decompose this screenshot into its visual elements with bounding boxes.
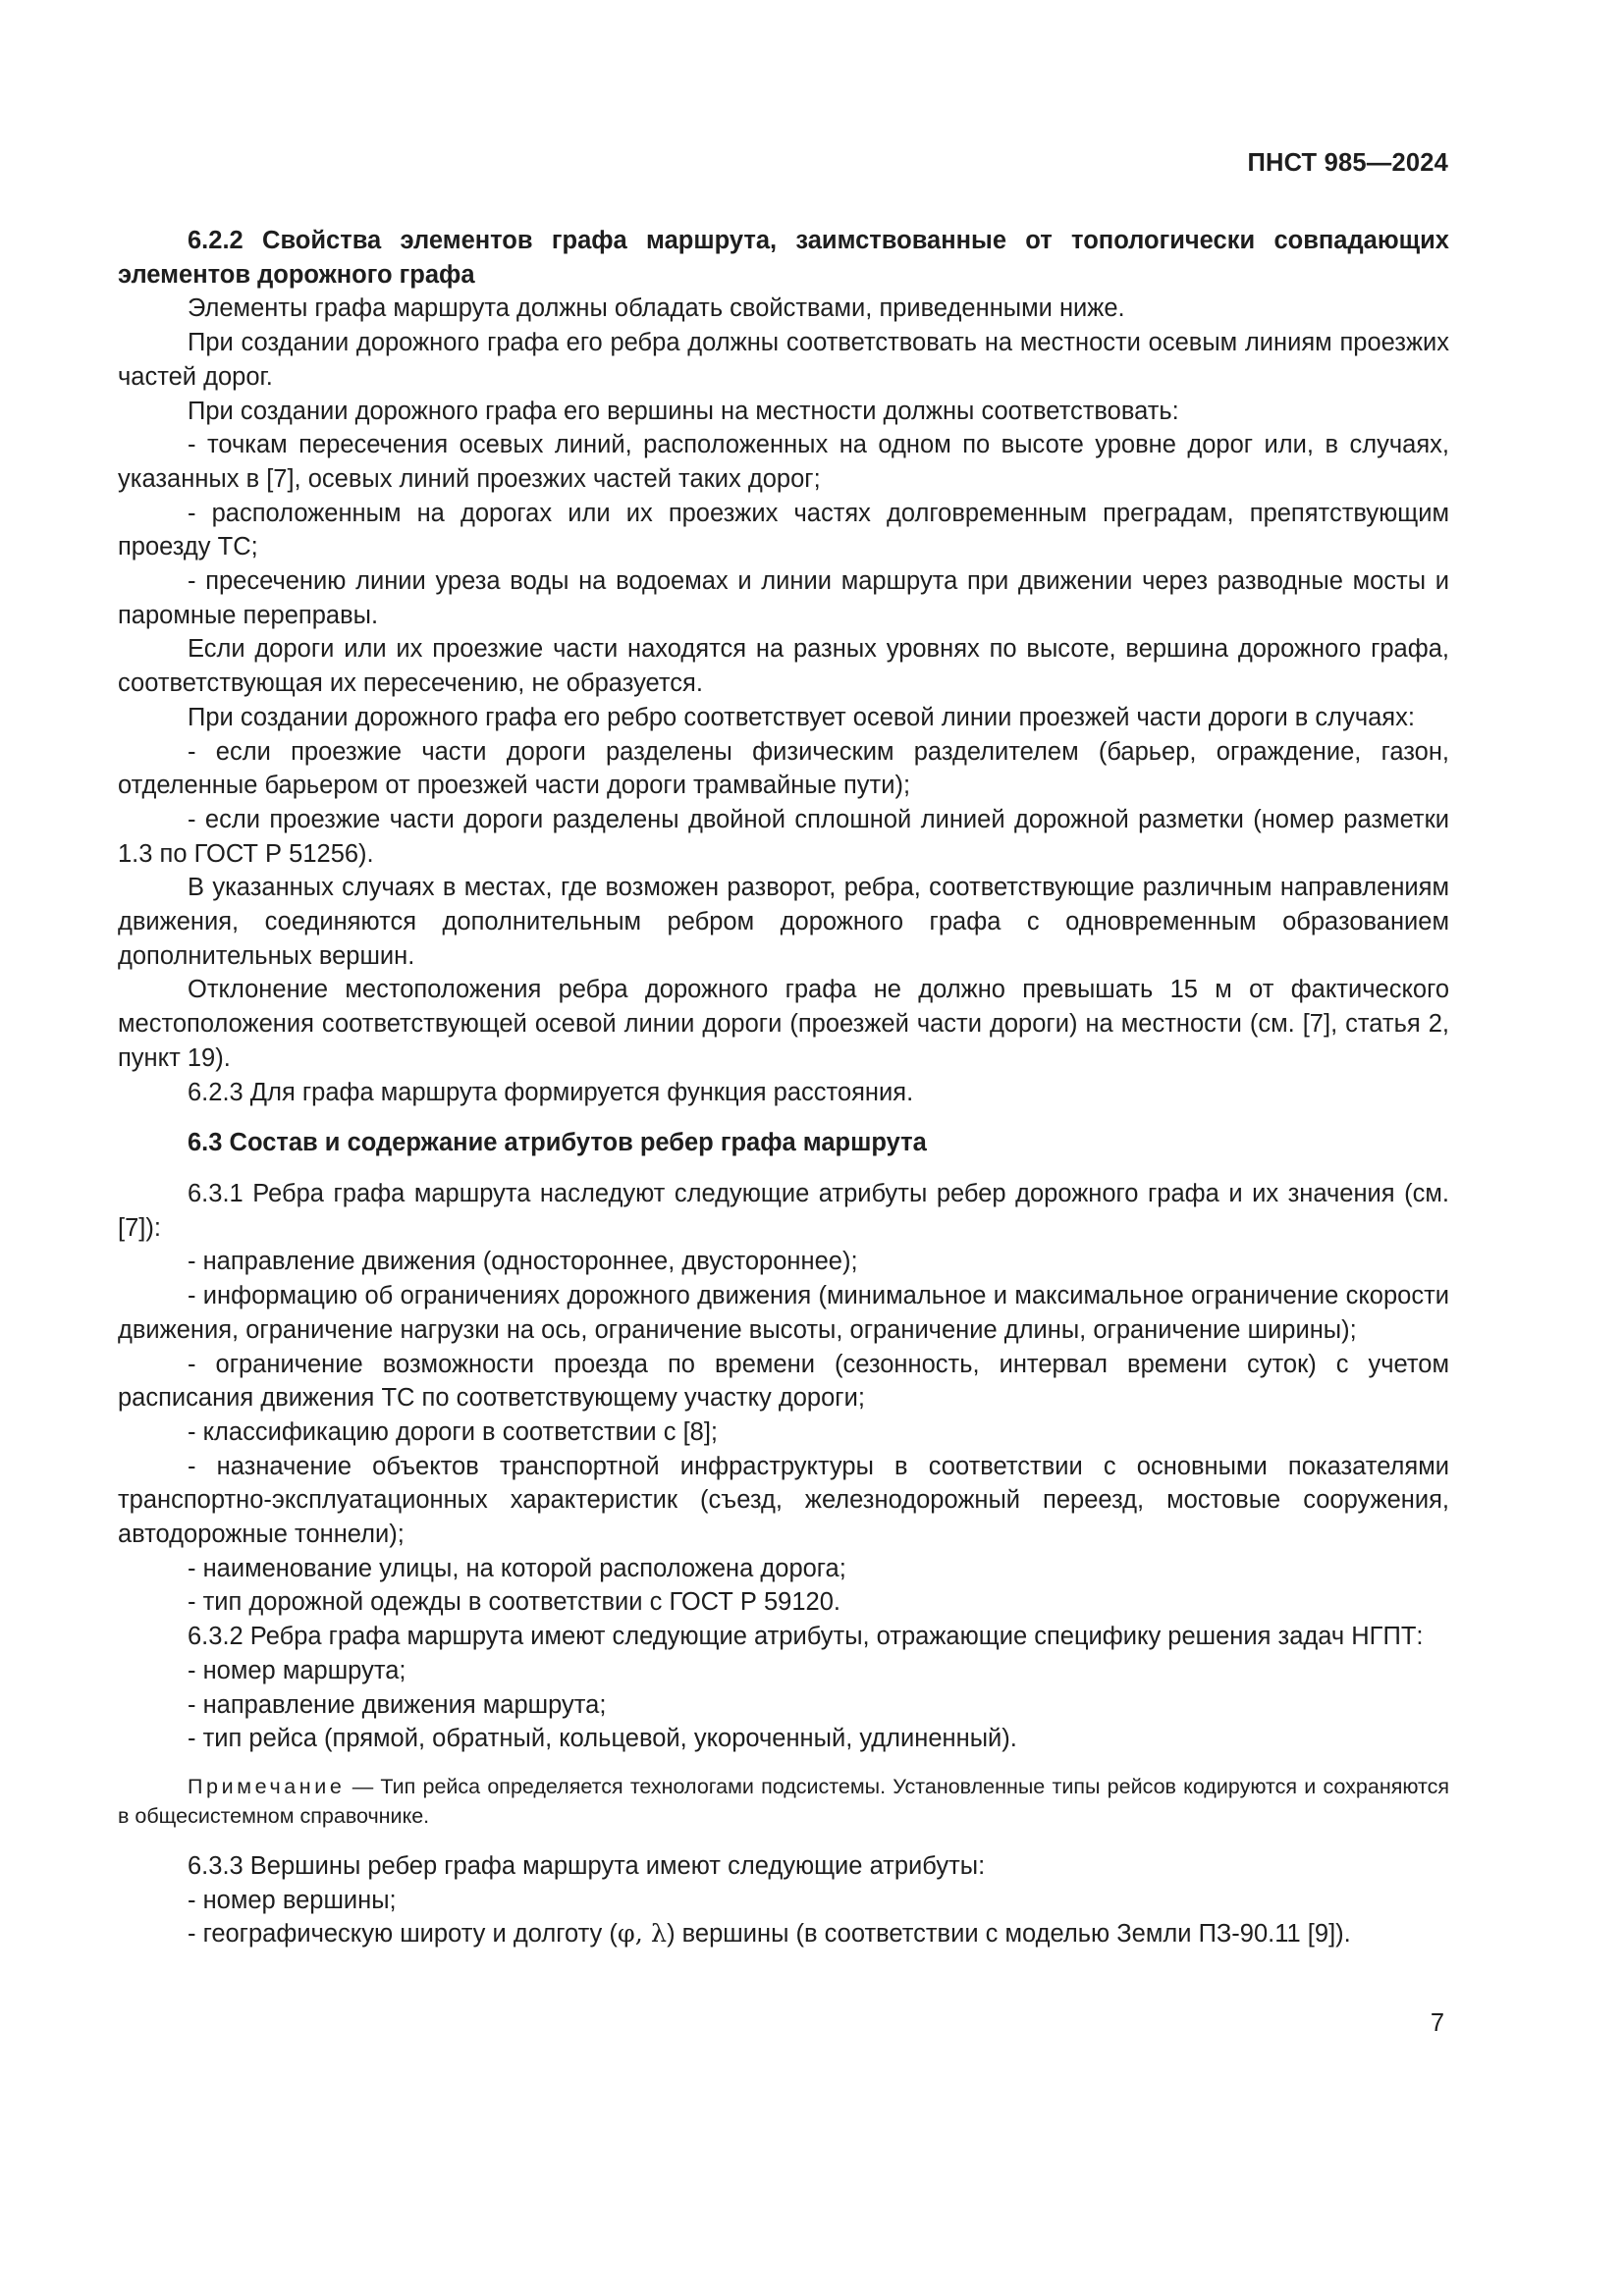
- section-6-2-3-text: 6.2.3 Для графа маршрута формируется функция расстояния.: [188, 1078, 914, 1106]
- note-label: Примечание: [188, 1774, 346, 1798]
- page-number: 7: [1430, 2009, 1444, 2037]
- list-item: - если проезжие части дороги разделены двойной сплошной линией дорожной разметки (номер разметки 1.3 по ГОСТ Р 51256).: [118, 805, 1449, 868]
- list-item: - информацию об ограничениях дорожного движения (минимальное и максимальное ограничение скорости движения, ограничение нагрузки на ось, ограничение высоты, ограничение длины, ограничение ширины);: [118, 1282, 1449, 1344]
- list-item: - наименование улицы, на которой расположена дорога;: [188, 1554, 846, 1582]
- section-6-3-1-intro: 6.3.1 Ребра графа маршрута наследуют следующие атрибуты ребер дорожного графа и их значения (см. [7]):: [118, 1179, 1449, 1242]
- coordinates-text-end: ) вершины (в соответствии с моделью Земли ПЗ-90.11 [9]).: [667, 1920, 1351, 1949]
- paragraph: В указанных случаях в местах, где возможен разворот, ребра, соответствующие различным направлениям движения, соединяются дополнительным ребром дорожного графа с одновременным образованием дополнительных вершин.: [118, 874, 1449, 970]
- list-item: - номер вершины;: [188, 1886, 397, 1914]
- list-item: - тип рейса (прямой, обратный, кольцевой, укороченный, удлиненный).: [188, 1725, 1017, 1753]
- section-6-2-2-heading: 6.2.2 Свойства элементов графа маршрута, заимствованные от топологически совпадающих элементов дорожного графа: [118, 227, 1449, 289]
- list-item: - номер маршрута;: [188, 1656, 406, 1684]
- paragraph: Отклонение местоположения ребра дорожного графа не должно превышать 15 м от фактического местоположения соответствующей осевой линии дороги (проезжей части дороги) на местности (см. [7], статья 2, пункт 19).: [118, 976, 1449, 1072]
- note: [118, 1772, 1449, 1832]
- section-6-3-heading: 6.3 Состав и содержание атрибутов ребер графа маршрута: [188, 1129, 927, 1157]
- list-item: - классификацию дороги в соответствии с [8];: [188, 1417, 719, 1446]
- coordinates-text-start: - географическую широту и долготу (: [188, 1920, 618, 1949]
- section-6-3-2-intro: 6.3.2 Ребра графа маршрута имеют следующие атрибуты, отражающие специфику решения задач НГПТ:: [188, 1623, 1424, 1651]
- document-header-id: ПНСТ 985—2024: [1247, 149, 1448, 177]
- note-text: — Тип рейса определяется технологами подсистемы. Установленные типы рейсов кодируются и сохраняются в общесистемном справочнике.: [118, 1774, 1449, 1829]
- list-item-coordinates: [118, 1917, 1449, 1951]
- paragraph: Если дороги или их проезжие части находятся на разных уровнях по высоте, вершина дорожного графа, соответствующая их пересечению, не образуется.: [118, 635, 1449, 698]
- paragraph: При создании дорожного графа его ребро соответствует осевой линии проезжей части дороги в случаях:: [188, 703, 1415, 731]
- list-item: - направление движения маршрута;: [188, 1690, 607, 1719]
- list-item: - пресечению линии уреза воды на водоемах и линии маршрута при движении через разводные мосты и паромные переправы.: [118, 567, 1449, 629]
- paragraph: Элементы графа маршрута должны обладать свойствами, приведенными ниже.: [188, 294, 1125, 323]
- coordinates-symbols: φ, λ: [617, 1919, 668, 1949]
- list-item: - ограничение возможности проезда по времени (сезонность, интервал времени суток) с учетом расписания движения ТС по соответствующему участку дороги;: [118, 1350, 1449, 1413]
- list-item: - тип дорожной одежды в соответствии с ГОСТ Р 59120.: [188, 1588, 840, 1617]
- list-item: - если проезжие части дороги разделены физическим разделителем (барьер, ограждение, газон, отделенные барьером от проезжей части дороги трамвайные пути);: [118, 737, 1449, 800]
- document-body: [118, 224, 1449, 1951]
- paragraph: При создании дорожного графа его ребра должны соответствовать на местности осевым линиям проезжих частей дорог.: [118, 329, 1449, 391]
- list-item: - точкам пересечения осевых линий, расположенных на одном по высоте уровне дорог или, в случаях, указанных в [7], осевых линий проезжих частей таких дорог;: [118, 431, 1449, 493]
- section-6-3-3-intro: 6.3.3 Вершины ребер графа маршрута имеют следующие атрибуты:: [188, 1851, 986, 1880]
- paragraph: При создании дорожного графа его вершины на местности должны соответствовать:: [188, 397, 1179, 425]
- list-item: - назначение объектов транспортной инфраструктуры в соответствии с основными показателями транспортно-эксплуатационных характеристик (съезд, железнодорожный переезд, мостовые сооружения, автодорожные тоннели);: [118, 1452, 1449, 1549]
- list-item: - расположенным на дорогах или их проезжих частях долговременным преградам, препятствующим проезду ТС;: [118, 499, 1449, 561]
- list-item: - направление движения (одностороннее, двустороннее);: [188, 1248, 858, 1276]
